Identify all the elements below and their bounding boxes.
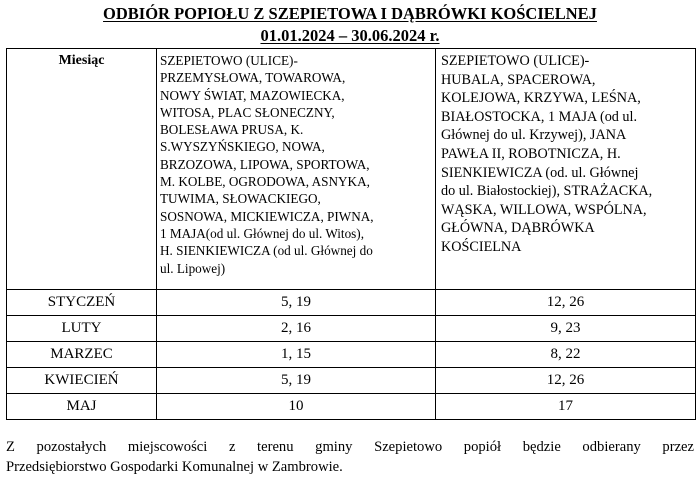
area1-dates-cell: 10 xyxy=(157,394,436,420)
area2-line: SIENKIEWICZA (od. ul. Głównej xyxy=(441,164,639,181)
month-column-header: Miesiąc xyxy=(7,49,157,290)
footer-note-line2: Przedsiębiorstwo Gospodarki Komunalnej w Zambrowie. xyxy=(6,459,343,475)
area2-line: do ul. Białostockiej), STRAŻACKA, xyxy=(441,183,653,200)
area1-dates-cell: 2, 16 xyxy=(157,316,436,342)
footer-note-line1: Z pozostałych miejscowości z terenu gminy Szepietowo popiół będzie odbierany przez xyxy=(6,439,694,455)
area2-dates-cell: 17 xyxy=(436,394,696,420)
schedule-table xyxy=(6,48,696,420)
month-cell: LUTY xyxy=(7,316,157,342)
area2-line: KOLEJOWA, KRZYWA, LEŚNA, xyxy=(441,90,641,107)
area2-dates-cell: 9, 23 xyxy=(436,316,696,342)
area2-line: BIAŁOSTOCKA, 1 MAJA (od ul. xyxy=(441,108,638,125)
area1-line: NOWY ŚWIAT, MAZOWIECKA, xyxy=(160,87,345,103)
document-title-date-range: 01.01.2024 – 30.06.2024 r. xyxy=(260,26,440,45)
table-row xyxy=(7,394,696,420)
area1-line: S.WYSZYŃSKIEGO, NOWA, xyxy=(160,139,325,155)
area2-line: GŁÓWNA, DĄBRÓWKA xyxy=(441,220,595,237)
area1-line: ul. Lipowej) xyxy=(160,260,226,276)
month-cell: KWIECIEŃ xyxy=(7,368,157,394)
area1-line: SZEPIETOWO (ULICE)- xyxy=(160,53,298,68)
area1-line: TUWIMA, SŁOWACKIEGO, xyxy=(160,191,321,207)
table-row xyxy=(7,316,696,342)
area1-line: SOSNOWA, MICKIEWICZA, PIWNA, xyxy=(160,208,374,224)
area2-streets-header xyxy=(436,49,696,290)
area1-dates-cell: 1, 15 xyxy=(157,342,436,368)
area1-line: 1 MAJA(od ul. Głównej do ul. Witos), xyxy=(160,225,364,241)
footer-note xyxy=(6,437,694,477)
document-title-line1: ODBIÓR POPIOŁU Z SZEPIETOWA I DĄBRÓWKI KOŚCIELNEJ xyxy=(103,4,597,23)
area1-dates-cell: 5, 19 xyxy=(157,290,436,316)
area1-line: WITOSA, PLAC SŁONECZNY, xyxy=(160,104,335,120)
month-cell: MARZEC xyxy=(7,342,157,368)
area2-dates-cell: 12, 26 xyxy=(436,368,696,394)
area1-line: BOLESŁAWA PRUSA, K. xyxy=(160,122,304,138)
area1-line: M. KOLBE, OGRODOWA, ASNYKA, xyxy=(160,174,370,190)
area1-streets-header xyxy=(157,49,436,290)
month-cell: STYCZEŃ xyxy=(7,290,157,316)
table-header-row xyxy=(7,49,696,290)
area2-line: SZEPIETOWO (ULICE)- xyxy=(441,53,590,69)
area2-line: HUBALA, SPACEROWA, xyxy=(441,71,596,88)
area2-line: Głównej do ul. Krzywej), JANA xyxy=(441,127,627,144)
area2-dates-cell: 8, 22 xyxy=(436,342,696,368)
table-row xyxy=(7,290,696,316)
area1-dates-cell: 5, 19 xyxy=(157,368,436,394)
table-row xyxy=(7,342,696,368)
area2-dates-cell: 12, 26 xyxy=(436,290,696,316)
month-cell: MAJ xyxy=(7,394,157,420)
area2-line: KOŚCIELNA xyxy=(441,238,522,255)
table-row xyxy=(7,368,696,394)
area1-line: BRZOZOWA, LIPOWA, SPORTOWA, xyxy=(160,156,370,172)
area2-line: WĄSKA, WILLOWA, WSPÓLNA, xyxy=(441,201,647,218)
area2-line: PAWŁA II, ROBOTNICZA, H. xyxy=(441,145,621,162)
area1-line: H. SIENKIEWICZA (od ul. Głównej do xyxy=(160,243,373,259)
area1-line: PRZEMYSŁOWA, TOWAROWA, xyxy=(160,70,346,86)
